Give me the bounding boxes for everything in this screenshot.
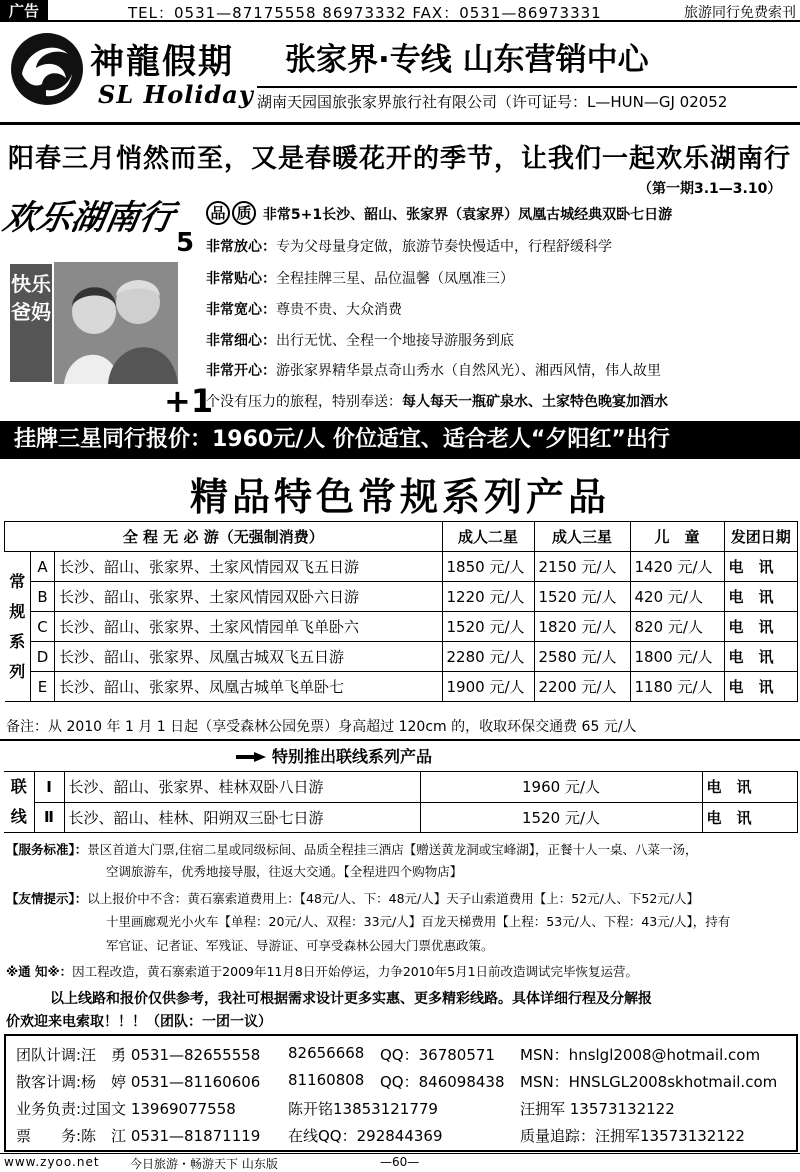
promo-slogan: 阳春三月悄然而至，又是春暖花开的季节，让我们一起欢乐湖南行 [8, 144, 792, 174]
promo-five: 5 [176, 228, 195, 258]
quality-circle-2: 质 [232, 201, 256, 225]
headline: 张家界·专线 山东营销中心 [285, 42, 649, 78]
friendly-tips-3: 军官证、记者证、军残证、导游证、可享受森林公园大门票优惠政策。 [106, 938, 494, 953]
note-divider [0, 739, 800, 741]
table-row: Ⅱ 长沙、韶山、桂林、阳朔双三卧七日游 1520 元/人 电 讯 [4, 802, 798, 833]
quality-text: 非常5+1长沙、韶山、张家界（袁家界）凤凰古城经典双卧七日游 [262, 207, 673, 223]
side-label: 常 规 系 列 [5, 552, 31, 702]
table-header: 成人二星 [442, 522, 534, 552]
contact-row: 业务负责:过国文 13969077558 [16, 1100, 236, 1118]
service-standard: 【服务标准】：景区首道大门票,住宿二星或同级标间、品质全程挂三酒店【赠送黄龙洞或宝峰湖】，正餐十人一桌、八菜一汤， [6, 842, 698, 857]
feature-item: 非常放心：专为父母量身定做，旅游节奏快慢适中，行程舒缓科学 [206, 239, 612, 255]
dragon-logo-icon [8, 30, 86, 108]
combo-series-table [4, 771, 798, 833]
brand-name-en: SL Holiday [98, 80, 254, 109]
service-standard-2: 空调旅游车，优秀地接导服，往返大交通。【全程进四个购物店】 [106, 864, 463, 879]
arrow-right-icon [236, 752, 266, 762]
table-note: 备注：从 2010 年 1 月 1 日起（享受森林公园免票）身高超过 120cm 的，收取环保交通费 65 元/人 [6, 719, 637, 735]
feature-item: 非常开心：游张家界精华景点奇山秀水（自然风光）、湘西风情，伟人故里 [206, 363, 661, 379]
price-banner: 挂牌三星同行报价：1960元/人 价位适宜、适合老人“夕阳红”出行 [0, 421, 800, 459]
feature-item: 非常细心：出行无忧、全程一个地接导游服务到底 [206, 333, 514, 349]
header-divider [0, 122, 800, 125]
side-label: 联 线 [4, 772, 34, 833]
top-right-note: 旅游同行免费索刊 [684, 5, 796, 21]
friendly-tips: 【友情提示】：以上报价中不含：黄石寨索道费用上：【48元/人、下：48元/人】天子山索道费用【上：52元/人、下52元/人】 [6, 891, 699, 906]
table-row: B 长沙、韶山、张家界、土家风情园双卧六日游 1220 元/人 1520 元/人 420 元/人 电 讯 [5, 582, 798, 612]
couple-photo [54, 262, 178, 384]
table-header: 成人三星 [534, 522, 630, 552]
friendly-tips-2: 十里画廊观光小火车【单程：20元/人、双程：33元/人】百龙天梯费用【上程：53元/人、下程：43元/人】，持有 [106, 914, 731, 929]
table-header: 儿 童 [630, 522, 724, 552]
contact-row: 票 务:陈 江 0531—81871119 [16, 1127, 261, 1145]
table-header: 全 程 无 必 游（无强制消费） [5, 522, 443, 552]
table-row: 联 线 Ⅰ 长沙、韶山、张家界、桂林双卧八日游 1960 元/人 电 讯 [4, 772, 798, 803]
plus-one: +1 [164, 382, 214, 420]
company-license: 湖南天园国旅张家界旅行社有限公司（许可证号：L—HUN—GJ 02052 [257, 86, 797, 112]
closing-line-2: 价欢迎来电索取！！！（团队：一团一议） [6, 1014, 272, 1030]
quality-line [206, 201, 672, 225]
top-bar [0, 0, 800, 22]
issue-period: （第一期3.1—3.10） [638, 181, 782, 197]
special-title: 特别推出联线系列产品 [272, 747, 433, 766]
page-number: —60— [380, 1155, 420, 1169]
table-row: E 长沙、韶山、张家界、凤凰古城单飞单卧七 1900 元/人 2200 元/人 1180 元/人 电 讯 [5, 672, 798, 702]
regular-series-table [4, 521, 798, 702]
closing-line-1: 以上线路和报价仅供参考，我社可根据需求设计更多实惠、更多精彩线路。具体详细行程及分解报 [50, 991, 652, 1007]
contact-row: 团队计调:汪 勇 0531—82655558 [16, 1046, 261, 1064]
feature-item: 非常宽心：尊贵不贵、大众消费 [206, 302, 402, 318]
table-row: 常 规 系 列 A 长沙、韶山、张家界、土家风情园双飞五日游 1850 元/人 2150 元/人 1420 元/人 电 讯 [5, 552, 798, 582]
promo-script-title: 欢乐湖南行 [0, 198, 177, 238]
notice: ※通 知※：因工程改造，黄石寨索道于2009年11月8日开始停运，力争2010年5月1日前改造调试完毕恢复运营。 [6, 964, 639, 979]
side-tag: 快乐爸妈 [8, 262, 54, 384]
ad-tag: 广告 [0, 0, 48, 22]
brand-name-cn: 神龍假期 [90, 42, 234, 82]
table-row: C 长沙、韶山、张家界、土家风情园单飞单卧六 1520 元/人 1820 元/人 820 元/人 电 讯 [5, 612, 798, 642]
series-title: 精品特色常规系列产品 [189, 475, 610, 519]
feature-item: 非常贴心：全程挂牌三星、品位温馨（凤凰准三） [206, 271, 514, 287]
contact-box: 团队计调:汪 勇 0531—82655558 82656668 QQ：36780571 MSN：hnslgl2008@hotmail.com 散客计调:杨 婷 0531—81160606 81160808 QQ：846098438 MSN：HNSLGL2008skhotmail.com 业务负责:过国文 13969077558 陈开铭13853121779 汪拥军 13573132122 票 务:陈 江 0531—81871119 在线QQ：292844369 质量追踪：汪拥军13573132122 [4, 1034, 798, 1152]
top-contact: TEL：0531—87175558 86973332 FAX：0531—86973331 [128, 4, 602, 22]
table-header: 发团日期 [724, 522, 797, 552]
footer [0, 1153, 800, 1171]
footer-slogan: 今日旅游・畅游天下 山东版 [130, 1157, 278, 1171]
footer-site[interactable]: www.zyoo.net [4, 1155, 100, 1169]
plus-one-line: 个没有压力的旅程，特别奉送：每人每天一瓶矿泉水、土家特色晚宴加酒水 [206, 394, 668, 410]
contact-row: 散客计调:杨 婷 0531—81160606 [16, 1073, 261, 1091]
table-row: D 长沙、韶山、张家界、凤凰古城双飞五日游 2280 元/人 2580 元/人 1800 元/人 电 讯 [5, 642, 798, 672]
quality-circle-1: 品 [206, 201, 230, 225]
